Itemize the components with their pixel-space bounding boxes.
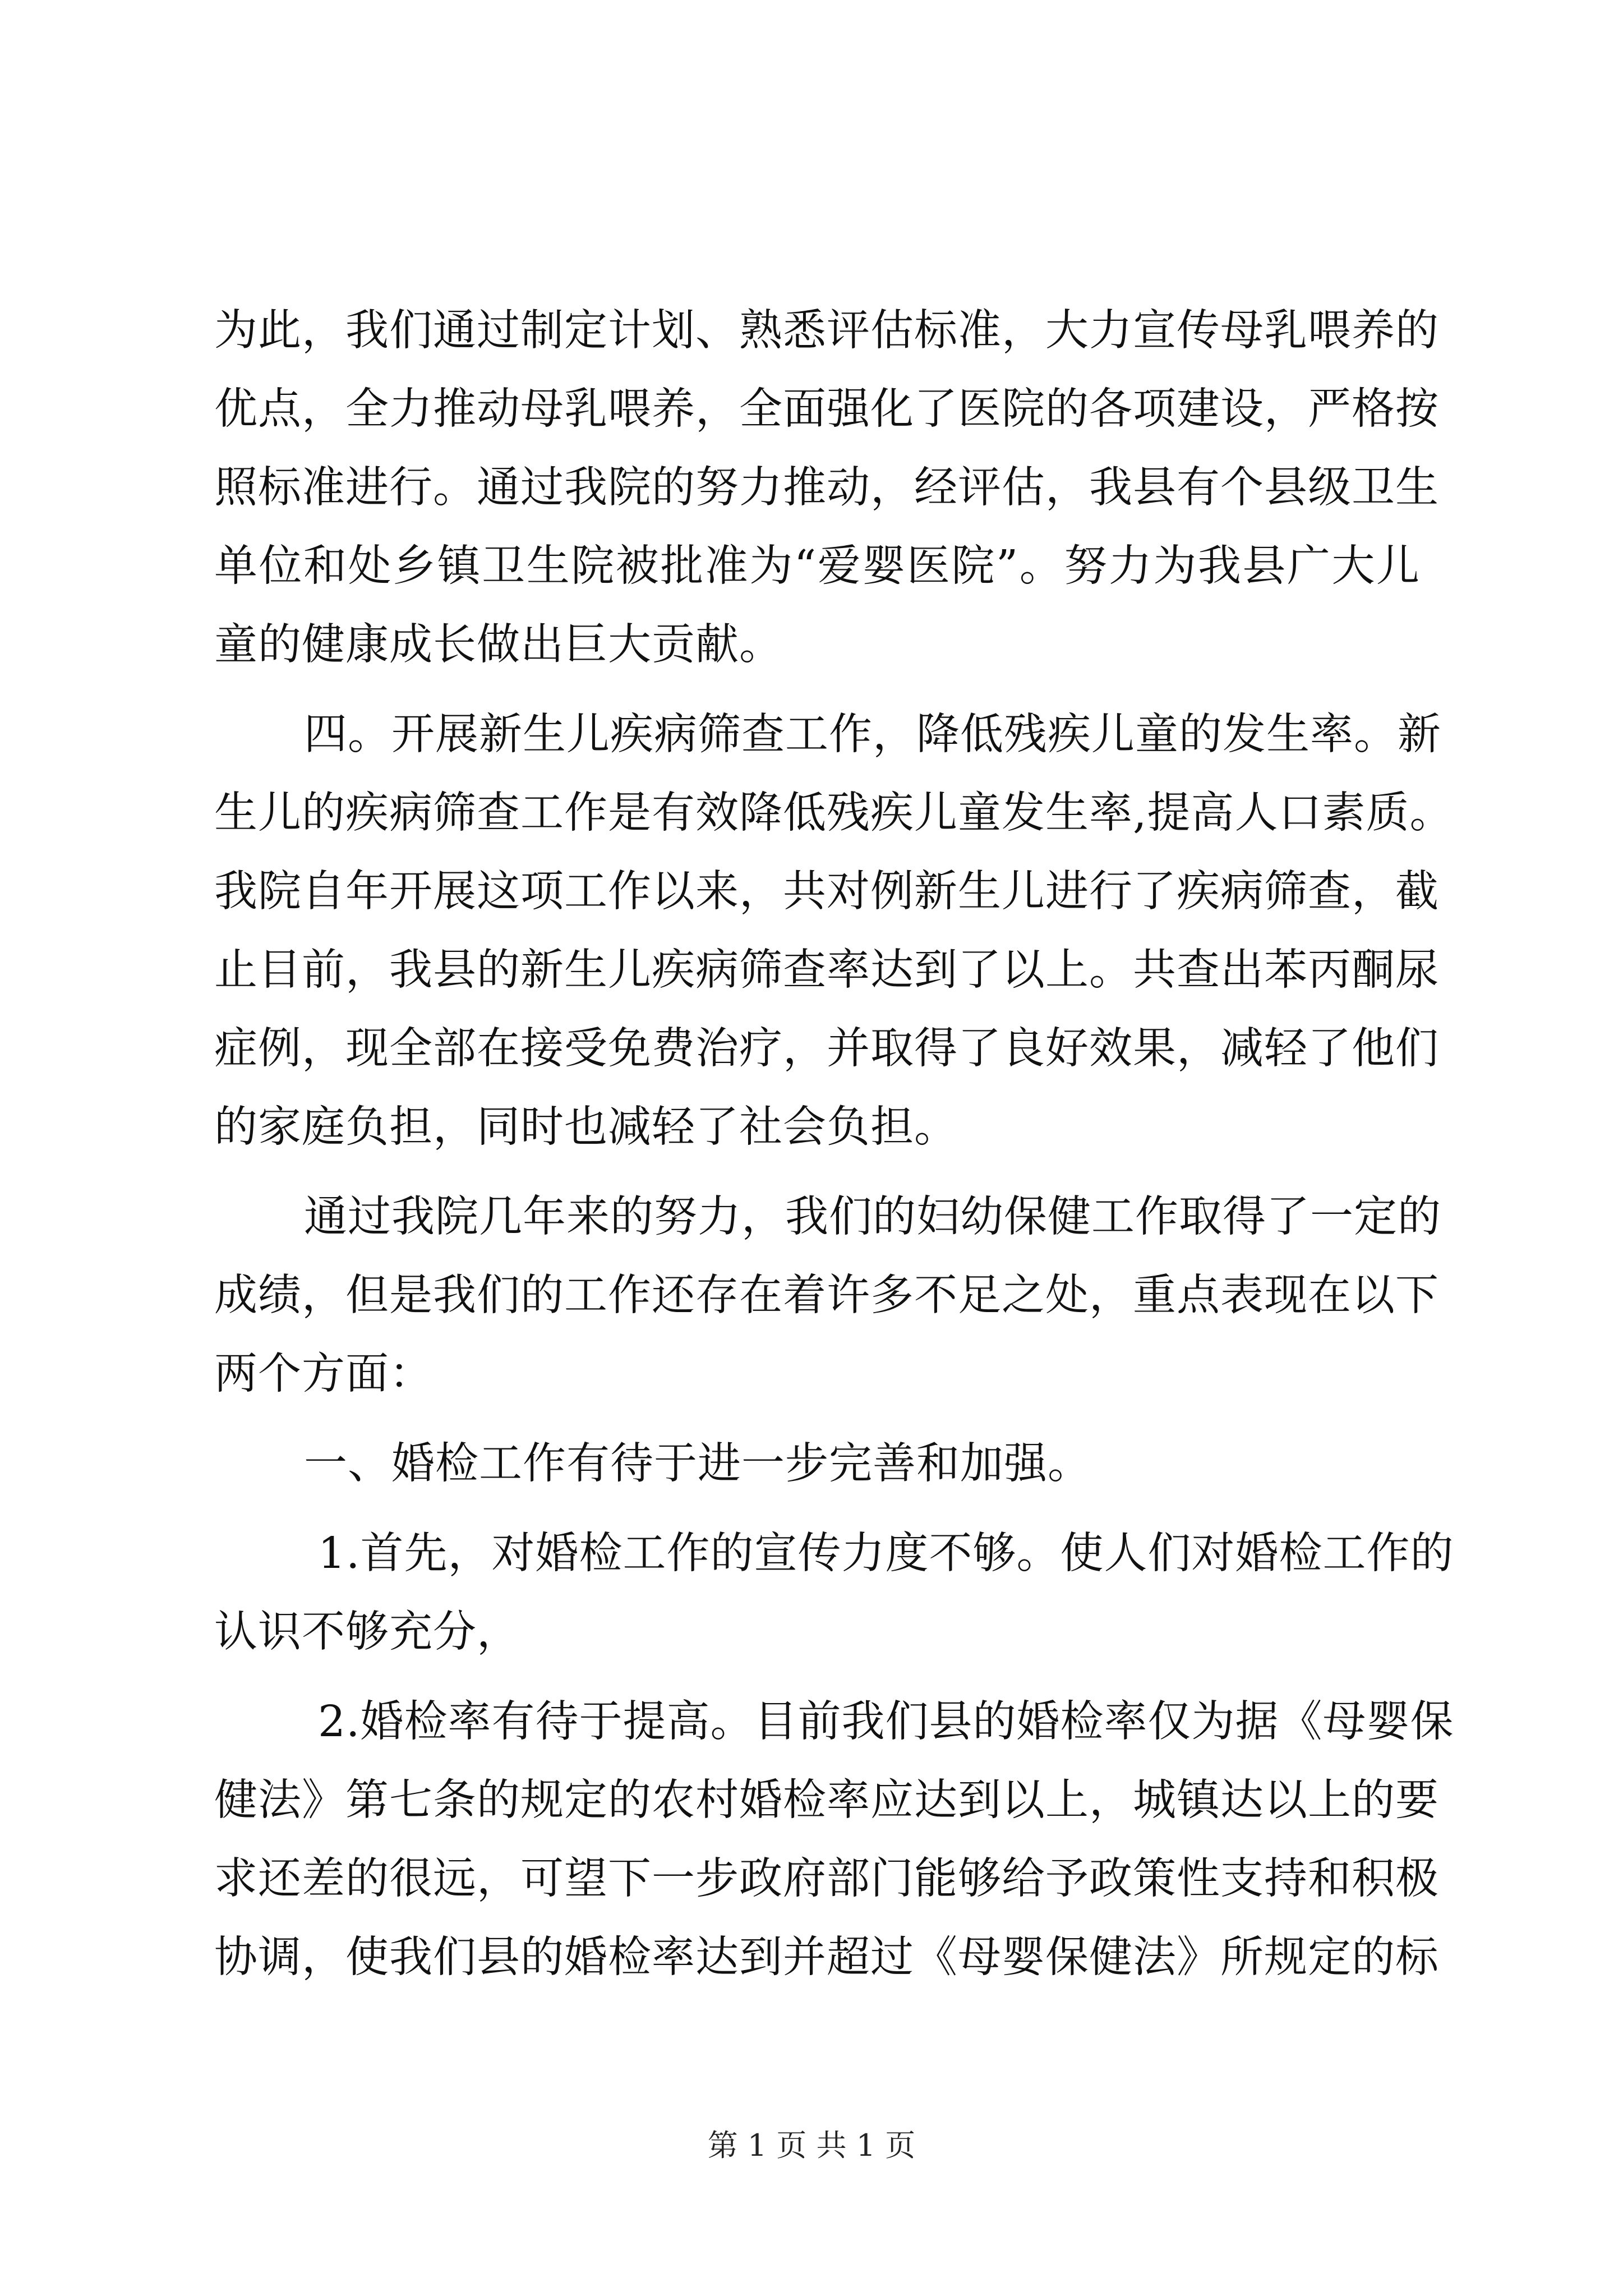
text-line: 单位和处乡镇卫生院被批准为“爱婴医院”。努力为我县广大儿 bbox=[214, 541, 1420, 591]
text-line: 优点，全力推动母乳喂养，全面强化了医院的各项建设，严格按 bbox=[214, 384, 1439, 434]
text-line: 童的健康成长做出巨大贡献。 bbox=[214, 620, 783, 670]
page-number: 第 1 页 共 1 页 bbox=[707, 2128, 916, 2163]
text-line: 成绩，但是我们的工作还存在着许多不足之处，重点表现在以下 bbox=[214, 1271, 1439, 1320]
paragraph-gap bbox=[214, 1503, 1420, 1515]
document-body bbox=[214, 292, 1454, 1997]
paragraph-gap bbox=[214, 684, 1420, 696]
text-line: 症例，现全部在接受免费治疗，并取得了良好效果，减轻了他们 bbox=[214, 1024, 1439, 1074]
text-line: 协调，使我们县的婚检率达到并超过《母婴保健法》所规定的标 bbox=[214, 1932, 1439, 1982]
text-line: 健法》第七条的规定的农村婚检率应达到以上，城镇达以上的要 bbox=[214, 1775, 1439, 1825]
text-line: 止目前，我县的新生儿疾病筛查率达到了以上。共查出苯丙酮尿 bbox=[214, 945, 1439, 995]
text-line: 我院自年开展这项工作以来，共对例新生儿进行了疾病筛查，截 bbox=[214, 867, 1439, 917]
text-line: 生儿的疾病筛查工作是有效降低残疾儿童发生率,提高人口素质。 bbox=[214, 788, 1454, 838]
text-line: 四。开展新生儿疾病筛查工作，降低残疾儿童的发生率。新 bbox=[304, 710, 1441, 760]
text-line: 1.首先，对婚检工作的宣传力度不够。使人们对婚检工作的 bbox=[318, 1529, 1454, 1579]
text-line: 为此，我们通过制定计划、熟悉评估标准，大力宣传母乳喂养的 bbox=[214, 306, 1439, 356]
text-line: 求还差的很远，可望下一步政府部门能够给予政策性支持和积极 bbox=[214, 1854, 1439, 1904]
section-heading: 一、婚检工作有待于进一步完善和加强。 bbox=[304, 1439, 1091, 1489]
text-line: 的家庭负担，同时也减轻了社会负担。 bbox=[214, 1102, 958, 1152]
text-line: 通过我院几年来的努力，我们的妇幼保健工作取得了一定的 bbox=[304, 1192, 1441, 1242]
text-line: 2.婚检率有待于提高。目前我们县的婚检率仅为据《母婴保 bbox=[318, 1697, 1454, 1747]
paragraph-gap bbox=[214, 1167, 1420, 1178]
page-footer bbox=[0, 2123, 1623, 2168]
paragraph-gap bbox=[214, 1414, 1420, 1425]
paragraph-gap bbox=[214, 1672, 1420, 1683]
text-line: 两个方面： bbox=[214, 1349, 433, 1399]
text-line: 认识不够充分， bbox=[214, 1607, 520, 1657]
text-line: 照标准进行。通过我院的努力推动，经评估，我县有个县级卫生 bbox=[214, 463, 1439, 513]
